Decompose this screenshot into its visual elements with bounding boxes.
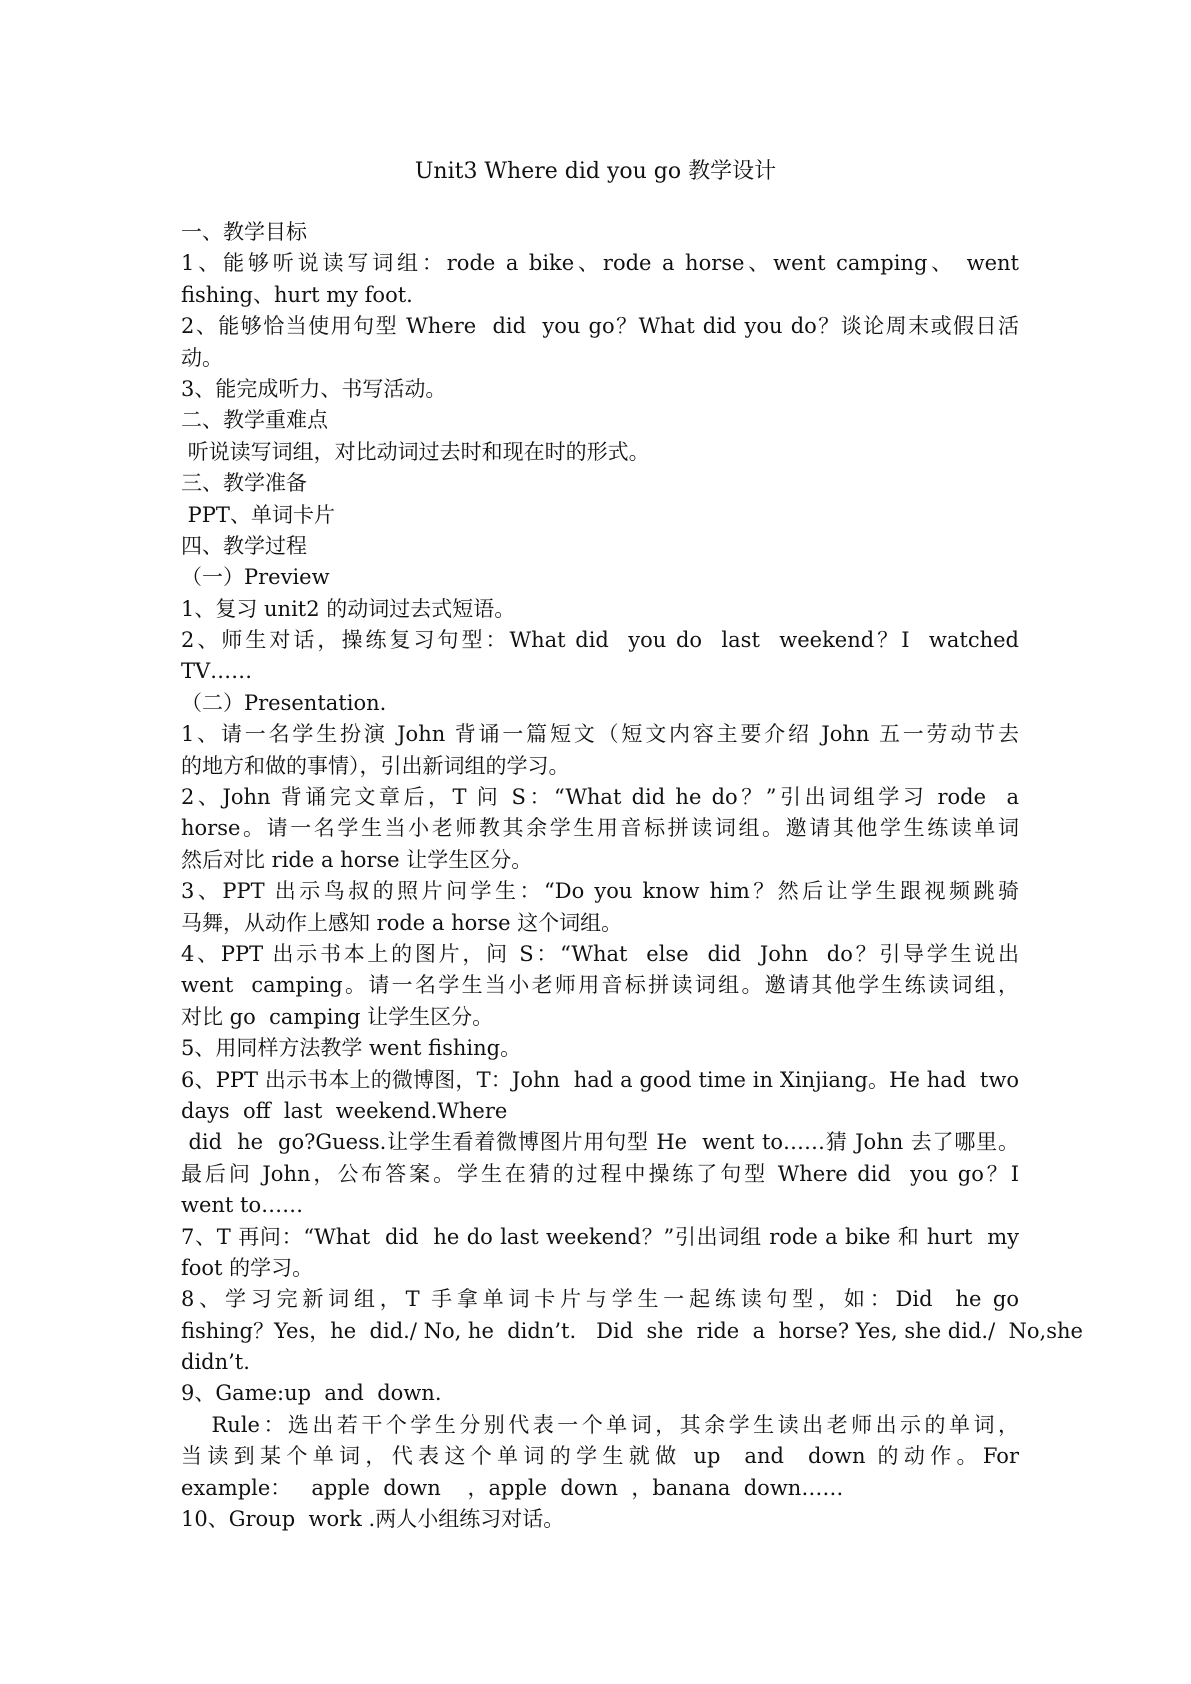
text-line: 5、用同样方法教学 went fishing。 xyxy=(181,1036,522,1061)
text-line: 6、PPT 出示书本上的微博图，T：John had a good time in Xinjiang。He had two xyxy=(181,1067,1019,1092)
text-line: 动。 xyxy=(181,345,223,370)
text-line: 10、Group work .两人小组练习对话。 xyxy=(181,1507,565,1532)
text-line: days off last weekend.Where xyxy=(181,1098,508,1123)
text-line: 8、学习完新词组，T 手拿单词卡片与学生一起练读句型，如：Did he go xyxy=(181,1287,1019,1312)
text-line: 1、复习 unit2 的动词过去式短语。 xyxy=(181,596,516,621)
section-heading: 一、教学目标 xyxy=(181,220,307,244)
text-line: 3、PPT 出示鸟叔的照片问学生：“Do you know him？然后让学生跟视频跳骑 xyxy=(181,879,1019,904)
text-line: TV…… xyxy=(181,659,253,684)
text-line: 对比 go camping 让学生区分。 xyxy=(181,1004,494,1029)
subsection-heading: （一）Preview xyxy=(181,565,330,590)
subsection-heading: （二）Presentation. xyxy=(181,690,387,715)
text-line: 4、PPT 出示书本上的图片，问 S：“What else did John do？引导学生说出 xyxy=(181,941,1019,966)
text-line: 最后问 John，公布答案。学生在猜的过程中操练了句型 Where did you go？I xyxy=(181,1161,1019,1186)
text-line: PPT、单词卡片 xyxy=(181,502,335,527)
section-heading: 二、教学重难点 xyxy=(181,408,328,433)
text-line: 2、John 背诵完文章后，T 问 S：“What did he do？”引出词组学习 rode a xyxy=(181,785,1019,810)
text-line: 9、Game:up and down. xyxy=(181,1381,442,1406)
text-line: 1、能够听说读写词组：rode a bike、rode a horse、went camping、 went xyxy=(181,251,1019,276)
text-line: 3、能完成听力、书写活动。 xyxy=(181,376,447,401)
document-title: Unit3 Where did you go 教学设计 xyxy=(414,159,777,184)
text-line: went to…… xyxy=(181,1193,304,1218)
text-line: 马舞，从动作上感知 rode a horse 这个词组。 xyxy=(181,910,623,935)
text-line: fishing？Yes，he did./ No, he didn’t. Did she ride a horse? Yes, she did./ No,she xyxy=(181,1318,1083,1343)
text-line: Rule：选出若干个学生分别代表一个单词，其余学生读出老师出示的单词， xyxy=(181,1412,1019,1437)
text-line: foot 的学习。 xyxy=(181,1255,314,1280)
text-line: 听说读写词组，对比动词过去时和现在时的形式。 xyxy=(181,439,650,464)
text-line: fishing、hurt my foot. xyxy=(181,282,413,307)
text-line: 然后对比 ride a horse 让学生区分。 xyxy=(181,847,533,872)
text-line: example： apple down ，apple down ，banana down…… xyxy=(181,1475,844,1500)
document-body xyxy=(181,217,1083,1535)
text-line: 7、T 再问：“What did he do last weekend？”引出词组 rode a bike 和 hurt my xyxy=(181,1224,1019,1249)
text-line: 当读到某个单词，代表这个单词的学生就做 up and down 的动作。For xyxy=(181,1444,1019,1469)
section-heading: 四、教学过程 xyxy=(181,533,307,558)
text-line: did he go?Guess.让学生看着微博图片用句型 He went to……猜 John 去了哪里。 xyxy=(181,1130,1019,1155)
text-line: 2、师生对话，操练复习句型：What did you do last weekend？I watched xyxy=(181,628,1019,653)
text-line: 2、能够恰当使用句型 Where did you go？What did you do？谈论周末或假日活 xyxy=(181,314,1019,339)
text-line: 1、请一名学生扮演 John 背诵一篇短文（短文内容主要介绍 John 五一劳动节去 xyxy=(181,722,1019,747)
text-line: 的地方和做的事情），引出新词组的学习。 xyxy=(181,753,570,778)
text-line: horse。请一名学生当小老师教其余学生用音标拼读词组。邀请其他学生练读单词 xyxy=(181,816,1019,841)
text-line: went camping。请一名学生当小老师用音标拼读词组。邀请其他学生练读词组， xyxy=(181,973,1019,998)
text-line: didn’t. xyxy=(181,1350,250,1375)
section-heading: 三、教学准备 xyxy=(181,471,307,496)
